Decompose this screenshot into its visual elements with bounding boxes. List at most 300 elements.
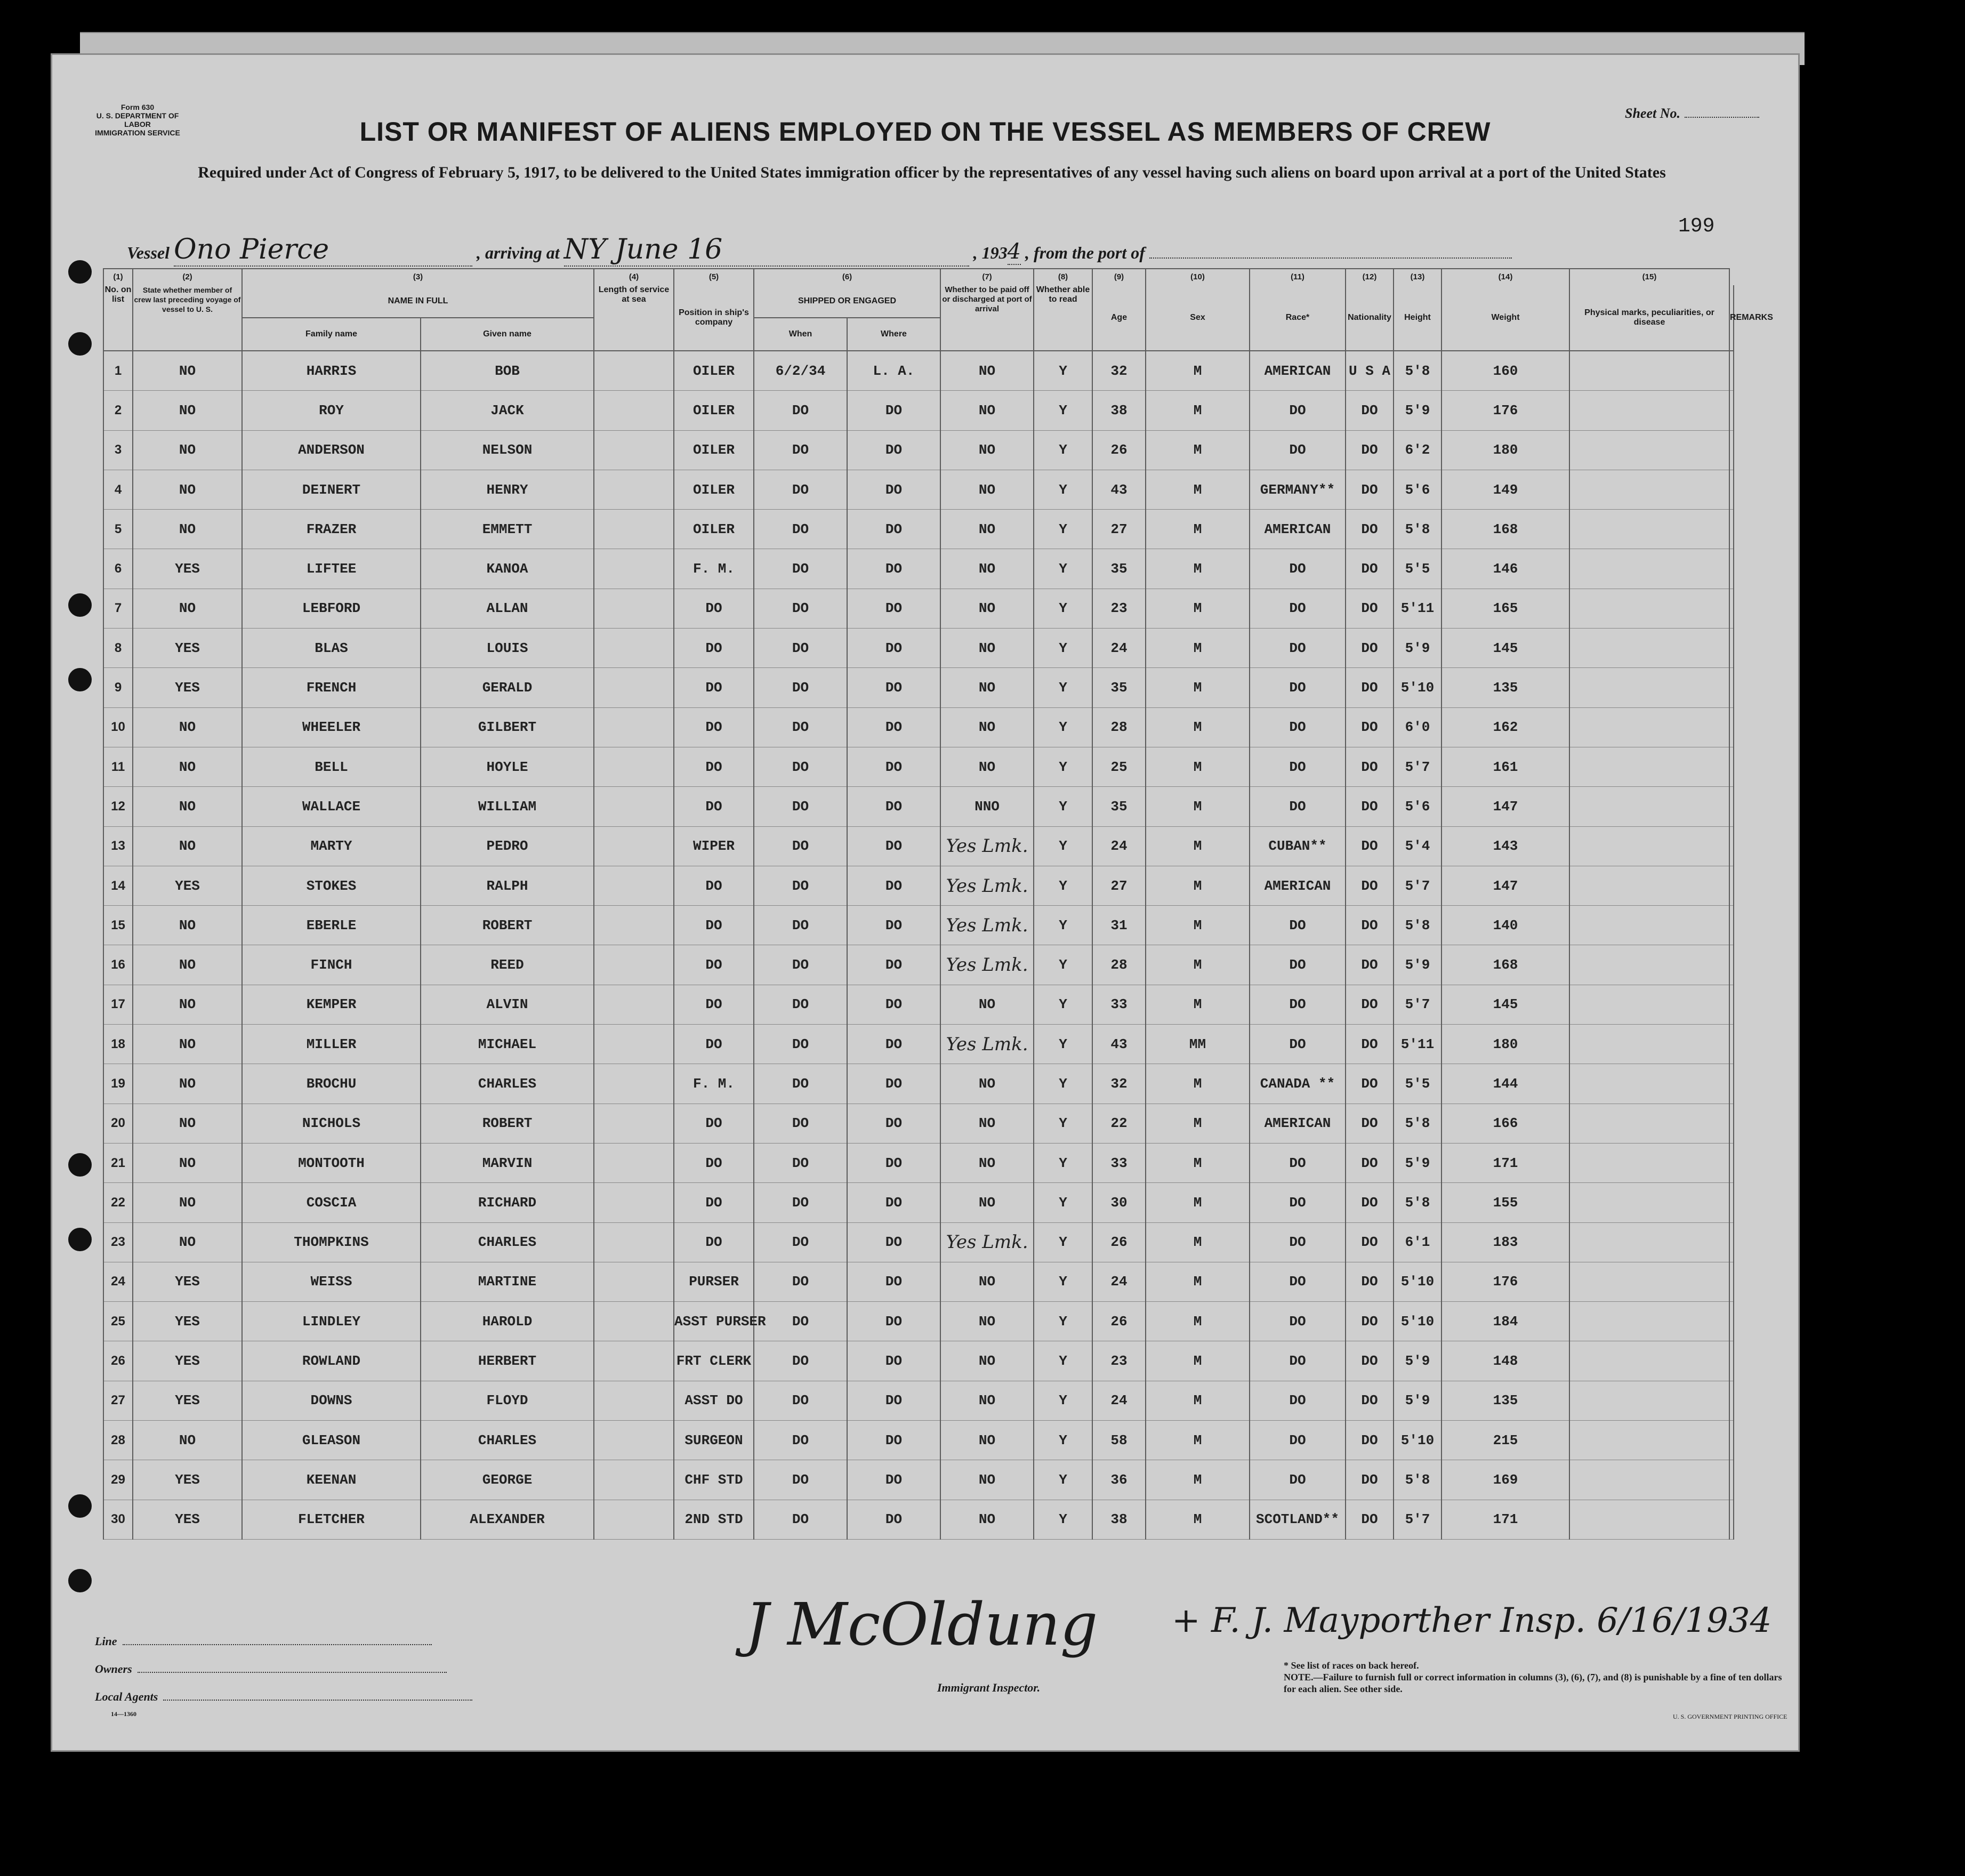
- weight-cell: 180: [1441, 430, 1569, 470]
- binder-hole: [68, 593, 92, 617]
- nationality-cell: DO: [1346, 668, 1394, 707]
- header-row: [103, 285, 1734, 318]
- family-name-cell: LINDLEY: [242, 1302, 421, 1341]
- table-row: [103, 1341, 1734, 1381]
- family-name-cell: GLEASON: [242, 1421, 421, 1460]
- sex-cell: M: [1146, 1104, 1250, 1143]
- given-name-cell: CHARLES: [421, 1421, 594, 1460]
- shipped-when-cell: DO: [754, 629, 847, 668]
- remarks-cell: [1729, 1064, 1734, 1104]
- physical-marks-cell: [1569, 1025, 1729, 1064]
- age-cell: 38: [1092, 1500, 1146, 1539]
- col-number: (15): [1569, 269, 1729, 285]
- weight-cell: 147: [1441, 866, 1569, 905]
- able-read-cell: Y: [1034, 787, 1092, 826]
- height-cell: 5'10: [1394, 1302, 1441, 1341]
- length-service-cell: [594, 629, 674, 668]
- shipped-when-cell: DO: [754, 391, 847, 430]
- shipped-engaged-header: SHIPPED OR ENGAGED: [754, 285, 940, 318]
- remarks-cell: [1729, 866, 1734, 905]
- height-cell: 6'0: [1394, 707, 1441, 747]
- previous-voyage-cell: NO: [133, 1421, 242, 1460]
- length-service-cell: [594, 1262, 674, 1301]
- nationality-cell: U S A: [1346, 351, 1394, 391]
- race-cell: DO: [1250, 1222, 1346, 1262]
- col-number: (8): [1034, 269, 1092, 285]
- sex-cell: M: [1146, 1183, 1250, 1222]
- shipped-when-cell: DO: [754, 866, 847, 905]
- paid-off-cell: NO: [940, 1104, 1034, 1143]
- nationality-cell: DO: [1346, 391, 1394, 430]
- table-row: [103, 1262, 1734, 1301]
- paid-off-cell: NO: [940, 1064, 1034, 1104]
- race-cell: SCOTLAND**: [1250, 1500, 1346, 1539]
- height-cell: 5'5: [1394, 1064, 1441, 1104]
- inspector-label: Immigrant Inspector.: [937, 1681, 1041, 1694]
- footer-signature-lines: [95, 1628, 472, 1717]
- nationality-cell: DO: [1346, 906, 1394, 945]
- weight-cell: 180: [1441, 1025, 1569, 1064]
- shipped-when-cell: DO: [754, 1500, 847, 1539]
- family-name-cell: KEMPER: [242, 985, 421, 1024]
- row-number: 25: [103, 1302, 133, 1341]
- table-row: [103, 1381, 1734, 1420]
- where-header: Where: [847, 318, 940, 351]
- given-name-cell: EMMETT: [421, 510, 594, 549]
- race-cell: DO: [1250, 1183, 1346, 1222]
- previous-voyage-cell: NO: [133, 391, 242, 430]
- binder-hole: [68, 1228, 92, 1251]
- row-number: 3: [103, 430, 133, 470]
- family-name-cell: DOWNS: [242, 1381, 421, 1420]
- row-number: 28: [103, 1421, 133, 1460]
- sex-cell: MM: [1146, 1025, 1250, 1064]
- previous-voyage-cell: YES: [133, 549, 242, 589]
- age-cell: 26: [1092, 430, 1146, 470]
- age-cell: 24: [1092, 1262, 1146, 1301]
- family-name-cell: ROWLAND: [242, 1341, 421, 1381]
- paid-off-cell: NO: [940, 707, 1034, 747]
- position-cell: OILER: [674, 351, 754, 391]
- name-in-full-header: NAME IN FULL: [242, 285, 594, 318]
- table-row: [103, 906, 1734, 945]
- height-cell: 5'4: [1394, 826, 1441, 866]
- remarks-cell: [1729, 1500, 1734, 1539]
- paid-off-cell: Yes Lmk.: [940, 906, 1034, 945]
- given-name-cell: ROBERT: [421, 1104, 594, 1143]
- able-read-cell: Y: [1034, 1460, 1092, 1500]
- previous-voyage-cell: NO: [133, 945, 242, 985]
- previous-voyage-cell: YES: [133, 1341, 242, 1381]
- family-name-cell: STOKES: [242, 866, 421, 905]
- arriving-label: , arriving at: [477, 243, 560, 262]
- physical-marks-cell: [1569, 1381, 1729, 1420]
- height-cell: 5'9: [1394, 629, 1441, 668]
- weight-cell: 162: [1441, 707, 1569, 747]
- agents-code: 14—1360: [111, 1710, 136, 1718]
- row-number: 12: [103, 787, 133, 826]
- binder-hole: [68, 1494, 92, 1518]
- family-name-cell: ROY: [242, 391, 421, 430]
- length-service-cell: [594, 1143, 674, 1182]
- able-read-cell: Y: [1034, 1104, 1092, 1143]
- family-name-cell: COSCIA: [242, 1183, 421, 1222]
- paid-off-cell: NO: [940, 391, 1034, 430]
- shipped-when-cell: DO: [754, 1025, 847, 1064]
- nationality-cell: DO: [1346, 510, 1394, 549]
- sex-cell: M: [1146, 1064, 1250, 1104]
- shipped-when-cell: DO: [754, 906, 847, 945]
- remarks-cell: [1729, 906, 1734, 945]
- physical-marks-cell: [1569, 1341, 1729, 1381]
- family-name-cell: THOMPKINS: [242, 1222, 421, 1262]
- table-row: [103, 351, 1734, 391]
- remarks-cell: [1729, 668, 1734, 707]
- previous-voyage-cell: NO: [133, 1143, 242, 1182]
- remarks-cell: [1729, 470, 1734, 509]
- sex-cell: M: [1146, 1381, 1250, 1420]
- previous-voyage-cell: NO: [133, 351, 242, 391]
- remarks-cell: [1729, 1262, 1734, 1301]
- physical-marks-cell: [1569, 866, 1729, 905]
- physical-marks-cell: [1569, 826, 1729, 866]
- able-read-cell: Y: [1034, 668, 1092, 707]
- remarks-cell: [1729, 430, 1734, 470]
- length-service-cell: [594, 1381, 674, 1420]
- shipped-when-cell: DO: [754, 707, 847, 747]
- year-value: 4: [1007, 239, 1021, 264]
- shipped-where-cell: DO: [847, 1104, 940, 1143]
- age-cell: 43: [1092, 470, 1146, 509]
- sex-cell: M: [1146, 1421, 1250, 1460]
- position-cell: DO: [674, 945, 754, 985]
- family-name-cell: HARRIS: [242, 351, 421, 391]
- paid-off-cell: Yes Lmk.: [940, 1222, 1034, 1262]
- age-cell: 58: [1092, 1421, 1146, 1460]
- paid-off-cell: NO: [940, 747, 1034, 786]
- col-number: (9): [1092, 269, 1146, 285]
- shipped-when-cell: DO: [754, 1302, 847, 1341]
- position-cell: ASST PURSER: [674, 1302, 754, 1341]
- vessel-label: Vessel: [127, 243, 170, 262]
- shipped-where-cell: DO: [847, 826, 940, 866]
- arriving-port-date: NY June 16: [564, 234, 969, 267]
- weight-cell: 183: [1441, 1222, 1569, 1262]
- physical-marks-cell: [1569, 1064, 1729, 1104]
- position-cell: 2ND STD: [674, 1500, 754, 1539]
- nationality-cell: DO: [1346, 1143, 1394, 1182]
- family-name-cell: BELL: [242, 747, 421, 786]
- row-number: 29: [103, 1460, 133, 1500]
- shipped-when-cell: DO: [754, 985, 847, 1024]
- weight-cell: 135: [1441, 1381, 1569, 1420]
- position-cell: DO: [674, 866, 754, 905]
- nationality-cell: DO: [1346, 1460, 1394, 1500]
- given-name-cell: PEDRO: [421, 826, 594, 866]
- table-row: [103, 589, 1734, 628]
- previous-voyage-header: State whether member of crew last preceding voyage of vessel to U. S.: [133, 285, 242, 351]
- length-service-cell: [594, 1064, 674, 1104]
- shipped-where-cell: DO: [847, 1262, 940, 1301]
- paid-off-cell: NO: [940, 1460, 1034, 1500]
- row-number: 18: [103, 1025, 133, 1064]
- able-read-cell: Y: [1034, 1421, 1092, 1460]
- nationality-cell: DO: [1346, 1421, 1394, 1460]
- table-row: [103, 826, 1734, 866]
- previous-voyage-cell: NO: [133, 510, 242, 549]
- table-row: [103, 1302, 1734, 1341]
- paid-off-cell: NO: [940, 1381, 1034, 1420]
- position-cell: OILER: [674, 430, 754, 470]
- binder-hole: [68, 1569, 92, 1592]
- race-cell: DO: [1250, 707, 1346, 747]
- paid-off-cell: Yes Lmk.: [940, 826, 1034, 866]
- line-label: Line: [95, 1635, 117, 1648]
- nationality-cell: DO: [1346, 945, 1394, 985]
- previous-voyage-cell: YES: [133, 1381, 242, 1420]
- race-cell: CANADA **: [1250, 1064, 1346, 1104]
- length-service-cell: [594, 1302, 674, 1341]
- given-name-cell: GEORGE: [421, 1460, 594, 1500]
- height-cell: 6'2: [1394, 430, 1441, 470]
- given-name-cell: NELSON: [421, 430, 594, 470]
- previous-voyage-cell: NO: [133, 1064, 242, 1104]
- race-cell: DO: [1250, 549, 1346, 589]
- col-number: (7): [940, 269, 1034, 285]
- shipped-where-cell: DO: [847, 1500, 940, 1539]
- shipped-where-cell: L. A.: [847, 351, 940, 391]
- column-number-row: [103, 269, 1734, 285]
- sex-cell: M: [1146, 1262, 1250, 1301]
- table-row: [103, 470, 1734, 509]
- row-number: 17: [103, 985, 133, 1024]
- position-cell: F. M.: [674, 549, 754, 589]
- penalty-note: NOTE.—Failure to furnish full or correct information in columns (3), (6), (7), and (8) is punishable by a fine of ten dollars for each alien. See other side.: [1284, 1672, 1782, 1694]
- sex-cell: M: [1146, 945, 1250, 985]
- row-number: 24: [103, 1262, 133, 1301]
- sex-header: Sex: [1146, 285, 1250, 351]
- height-cell: 6'1: [1394, 1222, 1441, 1262]
- physical-marks-cell: [1569, 1143, 1729, 1182]
- shipped-where-cell: DO: [847, 1341, 940, 1381]
- paid-off-cell: NO: [940, 668, 1034, 707]
- race-cell: DO: [1250, 391, 1346, 430]
- height-cell: 5'8: [1394, 1104, 1441, 1143]
- race-cell: DO: [1250, 629, 1346, 668]
- given-name-cell: ALVIN: [421, 985, 594, 1024]
- able-read-cell: Y: [1034, 945, 1092, 985]
- physical-marks-cell: [1569, 1262, 1729, 1301]
- weight-cell: 171: [1441, 1143, 1569, 1182]
- remarks-cell: [1729, 1183, 1734, 1222]
- remarks-cell: [1729, 1302, 1734, 1341]
- table-row: [103, 1460, 1734, 1500]
- given-name-cell: GERALD: [421, 668, 594, 707]
- weight-cell: 140: [1441, 906, 1569, 945]
- able-read-cell: Y: [1034, 1341, 1092, 1381]
- length-service-cell: [594, 747, 674, 786]
- weight-cell: 168: [1441, 510, 1569, 549]
- able-read-cell: Y: [1034, 1302, 1092, 1341]
- weight-cell: 146: [1441, 549, 1569, 589]
- physical-marks-cell: [1569, 1421, 1729, 1460]
- length-service-cell: [594, 1183, 674, 1222]
- length-service-cell: [594, 1421, 674, 1460]
- table-row: [103, 866, 1734, 905]
- shipped-where-cell: DO: [847, 707, 940, 747]
- nationality-cell: DO: [1346, 1381, 1394, 1420]
- col-number: (2): [133, 269, 242, 285]
- paid-off-cell: NO: [940, 629, 1034, 668]
- page-title: LIST OR MANIFEST OF ALIENS EMPLOYED ON THE VESSEL AS MEMBERS OF CREW: [359, 117, 1491, 147]
- nationality-cell: DO: [1346, 470, 1394, 509]
- length-service-cell: [594, 589, 674, 628]
- shipped-when-cell: DO: [754, 1143, 847, 1182]
- able-read-cell: Y: [1034, 1183, 1092, 1222]
- given-name-cell: MICHAEL: [421, 1025, 594, 1064]
- sex-cell: M: [1146, 668, 1250, 707]
- race-cell: DO: [1250, 430, 1346, 470]
- family-name-cell: MONTOOTH: [242, 1143, 421, 1182]
- row-number: 14: [103, 866, 133, 905]
- nationality-cell: DO: [1346, 747, 1394, 786]
- height-cell: 5'8: [1394, 351, 1441, 391]
- table-row: [103, 510, 1734, 549]
- shipped-when-cell: DO: [754, 787, 847, 826]
- given-name-cell: LOUIS: [421, 629, 594, 668]
- paid-off-cell: NO: [940, 1341, 1034, 1381]
- nationality-cell: DO: [1346, 1500, 1394, 1539]
- physical-marks-cell: [1569, 1222, 1729, 1262]
- remarks-cell: [1729, 629, 1734, 668]
- age-cell: 28: [1092, 707, 1146, 747]
- remarks-cell: [1729, 549, 1734, 589]
- sex-cell: M: [1146, 1222, 1250, 1262]
- family-name-cell: WALLACE: [242, 787, 421, 826]
- given-name-header: Given name: [421, 318, 594, 351]
- weight-header: Weight: [1441, 285, 1569, 351]
- physical-marks-cell: [1569, 1104, 1729, 1143]
- shipped-when-cell: DO: [754, 1421, 847, 1460]
- height-cell: 5'9: [1394, 1381, 1441, 1420]
- race-cell: DO: [1250, 985, 1346, 1024]
- sex-cell: M: [1146, 391, 1250, 430]
- able-read-cell: Y: [1034, 1262, 1092, 1301]
- position-cell: DO: [674, 985, 754, 1024]
- previous-voyage-cell: YES: [133, 1262, 242, 1301]
- row-number: 22: [103, 1183, 133, 1222]
- position-cell: F. M.: [674, 1064, 754, 1104]
- physical-marks-cell: [1569, 985, 1729, 1024]
- no-on-list-header: No. on list: [103, 285, 133, 351]
- race-cell: DO: [1250, 747, 1346, 786]
- length-service-cell: [594, 985, 674, 1024]
- shipped-where-cell: DO: [847, 1222, 940, 1262]
- remarks-cell: [1729, 391, 1734, 430]
- shipped-where-cell: DO: [847, 549, 940, 589]
- remarks-cell: [1729, 945, 1734, 985]
- shipped-where-cell: DO: [847, 945, 940, 985]
- col-number: (14): [1441, 269, 1569, 285]
- height-cell: 5'11: [1394, 1025, 1441, 1064]
- race-cell: AMERICAN: [1250, 510, 1346, 549]
- position-cell: DO: [674, 668, 754, 707]
- shipped-when-cell: DO: [754, 589, 847, 628]
- nationality-cell: DO: [1346, 1104, 1394, 1143]
- paid-off-cell: Yes Lmk.: [940, 866, 1034, 905]
- physical-marks-cell: [1569, 589, 1729, 628]
- race-cell: AMERICAN: [1250, 351, 1346, 391]
- nationality-cell: DO: [1346, 1025, 1394, 1064]
- position-cell: DO: [674, 1104, 754, 1143]
- sheet-number-label: Sheet No.: [1625, 106, 1680, 121]
- weight-cell: 169: [1441, 1460, 1569, 1500]
- sex-cell: M: [1146, 351, 1250, 391]
- sex-cell: M: [1146, 906, 1250, 945]
- race-cell: DO: [1250, 1025, 1346, 1064]
- shipped-where-cell: DO: [847, 391, 940, 430]
- row-number: 30: [103, 1500, 133, 1539]
- shipped-when-cell: DO: [754, 510, 847, 549]
- able-read-cell: Y: [1034, 549, 1092, 589]
- race-cell: DO: [1250, 668, 1346, 707]
- table-row: [103, 1421, 1734, 1460]
- weight-cell: 184: [1441, 1302, 1569, 1341]
- physical-marks-cell: [1569, 787, 1729, 826]
- table-row: [103, 391, 1734, 430]
- family-name-cell: FLETCHER: [242, 1500, 421, 1539]
- col-number: (5): [674, 269, 754, 285]
- height-cell: 5'7: [1394, 1500, 1441, 1539]
- length-service-cell: [594, 945, 674, 985]
- given-name-cell: MARVIN: [421, 1143, 594, 1182]
- crew-table-body: [103, 351, 1734, 1539]
- family-name-cell: DEINERT: [242, 470, 421, 509]
- length-service-cell: [594, 906, 674, 945]
- physical-marks-cell: [1569, 1302, 1729, 1341]
- able-read-cell: Y: [1034, 391, 1092, 430]
- given-name-cell: FLOYD: [421, 1381, 594, 1420]
- height-cell: 5'5: [1394, 549, 1441, 589]
- position-cell: CHF STD: [674, 1460, 754, 1500]
- table-row: [103, 1500, 1734, 1539]
- length-service-cell: [594, 668, 674, 707]
- remarks-cell: [1729, 1222, 1734, 1262]
- col-number: (12): [1346, 269, 1394, 285]
- nationality-cell: DO: [1346, 866, 1394, 905]
- col-number: (1): [103, 269, 133, 285]
- col-number: (10): [1146, 269, 1250, 285]
- age-cell: 24: [1092, 629, 1146, 668]
- able-read-header: Whether able to read: [1034, 285, 1092, 351]
- row-number: 8: [103, 629, 133, 668]
- weight-cell: 143: [1441, 826, 1569, 866]
- line-blank: [123, 1644, 432, 1645]
- co-signature: + F. J. Mayporther Insp. 6/16/1934: [1172, 1601, 1772, 1640]
- family-name-header: Family name: [242, 318, 421, 351]
- table-row: [103, 1025, 1734, 1064]
- position-cell: PURSER: [674, 1262, 754, 1301]
- age-cell: 31: [1092, 906, 1146, 945]
- weight-cell: 215: [1441, 1421, 1569, 1460]
- age-cell: 27: [1092, 510, 1146, 549]
- height-cell: 5'10: [1394, 1262, 1441, 1301]
- sex-cell: M: [1146, 787, 1250, 826]
- table-row: [103, 985, 1734, 1024]
- paid-off-cell: NO: [940, 430, 1034, 470]
- form-number: Form 630: [120, 103, 155, 111]
- row-number: 21: [103, 1143, 133, 1182]
